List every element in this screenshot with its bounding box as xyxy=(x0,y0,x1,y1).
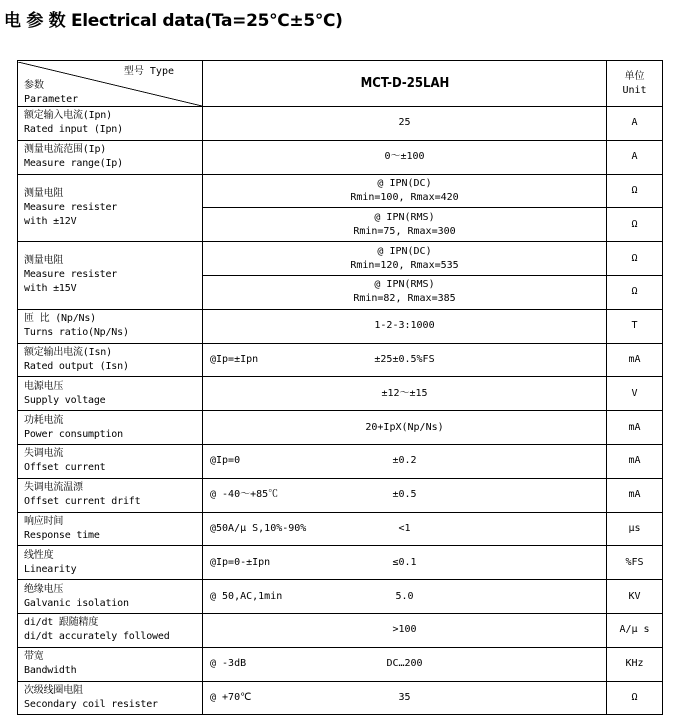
parameter-cn: 次级线圈电阻 xyxy=(24,684,83,696)
value-cell xyxy=(203,174,607,208)
parameter-cn: 失调电流温漂 xyxy=(24,482,83,494)
parameter-en: di/dt accurately followed xyxy=(24,631,170,643)
value-text: <1 xyxy=(398,522,411,534)
value-cell xyxy=(203,275,607,309)
parameter-cn: 测量电阻 xyxy=(24,187,64,199)
section-heading: 电 参 数 Electrical data(Ta=25℃±5℃) xyxy=(4,11,343,31)
parameter-cn: 失调电流 xyxy=(24,448,64,460)
value-cell xyxy=(203,512,607,546)
parameter-cell xyxy=(18,444,203,478)
table-row xyxy=(18,343,663,377)
unit-cell: Ω xyxy=(607,174,663,208)
value-cell xyxy=(203,107,607,141)
parameter-cn: di/dt 跟随精度 xyxy=(24,617,99,629)
parameter-cell xyxy=(18,309,203,343)
value-text: ±12～±15 xyxy=(381,387,428,399)
parameter-cn: 额定输入电流(Ipn) xyxy=(24,110,112,122)
value-text: 20+IpX(Np/Ns) xyxy=(365,421,444,433)
value-text: >100 xyxy=(392,624,417,636)
table-row xyxy=(18,174,663,208)
condition-line: @ IPN(DC) xyxy=(377,245,432,257)
value-cell xyxy=(203,444,607,478)
parameter-en: Offset current xyxy=(24,462,106,474)
value-text: 25 xyxy=(398,117,411,129)
test-condition: @ -40～+85℃ xyxy=(210,489,279,501)
header-row xyxy=(18,61,663,107)
value-cell xyxy=(203,242,607,276)
parameter-cn: 额定输出电流(Isn) xyxy=(24,346,112,358)
unit-cell: A/μ s xyxy=(607,613,663,647)
unit-cell: KHz xyxy=(607,647,663,681)
value-cell xyxy=(203,309,607,343)
value-cell xyxy=(203,681,607,715)
parameter-cell xyxy=(18,546,203,580)
value-text: ±25±0.5%FS xyxy=(374,353,435,365)
value-cell xyxy=(203,478,607,512)
parameter-cn: 响应时间 xyxy=(24,515,64,527)
resistance-line: Rmin=120, Rmax=535 xyxy=(350,259,459,271)
unit-cell: Ω xyxy=(607,681,663,715)
value-cell xyxy=(203,343,607,377)
table-row xyxy=(18,411,663,445)
unit-cell: Ω xyxy=(607,275,663,309)
unit-cell: mA xyxy=(607,343,663,377)
value-cell xyxy=(203,647,607,681)
parameter-cn: 带宽 xyxy=(24,651,44,663)
electrical-data-table xyxy=(17,60,663,715)
unit-cell: mA xyxy=(607,478,663,512)
value-text: 5.0 xyxy=(395,590,414,602)
condition-line: @ IPN(RMS) xyxy=(374,211,435,223)
table-row xyxy=(18,309,663,343)
value-text: ±0.5 xyxy=(392,489,417,501)
parameter-en: Linearity xyxy=(24,563,77,575)
parameter-cn: 匝 比 (Np/Ns) xyxy=(24,313,96,325)
parameter-cell xyxy=(18,613,203,647)
parameter-en: Rated input (Ipn) xyxy=(24,124,123,136)
test-condition: @Ip=±Ipn xyxy=(210,353,259,365)
value-text: 1-2-3:1000 xyxy=(374,320,435,332)
parameter-en-label: Parameter xyxy=(24,93,79,105)
table-row xyxy=(18,140,663,174)
parameter-en: Supply voltage xyxy=(24,394,106,406)
unit-cell: A xyxy=(607,140,663,174)
test-condition: @Ip=0 xyxy=(210,455,241,467)
parameter-cn-label: 参数 xyxy=(24,79,44,91)
table-row xyxy=(18,242,663,276)
parameter-cell xyxy=(18,647,203,681)
parameter-en: Turns ratio(Np/Ns) xyxy=(24,327,129,339)
table-row xyxy=(18,478,663,512)
condition-line: @ IPN(DC) xyxy=(377,177,432,189)
unit-cell: mA xyxy=(607,411,663,445)
parameter-cell xyxy=(18,478,203,512)
parameter-cell xyxy=(18,580,203,614)
table-row xyxy=(18,580,663,614)
test-condition: @ +70℃ xyxy=(210,691,252,703)
parameter-en: Galvanic isolation xyxy=(24,597,129,609)
parameter-cn: 绝缘电压 xyxy=(24,583,64,595)
table-row xyxy=(18,546,663,580)
value-cell xyxy=(203,140,607,174)
value-cell xyxy=(203,411,607,445)
unit-cell: V xyxy=(607,377,663,411)
table-row xyxy=(18,377,663,411)
test-condition: @ 50,AC,1min xyxy=(210,590,283,602)
value-text: 35 xyxy=(398,691,411,703)
parameter-en: Measure resister xyxy=(24,201,118,213)
model-name: MCT-D-25LAH xyxy=(223,61,587,107)
value-text: DC…200 xyxy=(386,658,423,670)
unit-cell: A xyxy=(607,107,663,141)
parameter-cell xyxy=(18,411,203,445)
value-cell xyxy=(203,580,607,614)
parameter-cell xyxy=(18,343,203,377)
parameter-en-2: with ±12V xyxy=(24,215,77,227)
unit-cell: mA xyxy=(607,444,663,478)
parameter-en: Response time xyxy=(24,529,100,541)
parameter-cell xyxy=(18,377,203,411)
table-row xyxy=(18,681,663,715)
parameter-cn: 测量电阻 xyxy=(24,255,64,267)
value-text: ±0.2 xyxy=(392,455,417,467)
resistance-line: Rmin=100, Rmax=420 xyxy=(350,191,459,203)
header-parameter-cell xyxy=(18,61,203,107)
parameter-cell xyxy=(18,681,203,715)
condition-line: @ IPN(RMS) xyxy=(374,279,435,291)
table-row xyxy=(18,512,663,546)
table-row xyxy=(18,613,663,647)
test-condition: @50A/μ S,10%-90% xyxy=(210,522,307,534)
unit-cell: Ω xyxy=(607,242,663,276)
parameter-cell xyxy=(18,107,203,141)
parameter-cell xyxy=(18,242,203,310)
unit-cell: Ω xyxy=(607,208,663,242)
parameter-cell xyxy=(18,512,203,546)
value-cell xyxy=(203,208,607,242)
parameter-en: Measure range(Ip) xyxy=(24,158,123,170)
unit-cn-label: 单位 xyxy=(624,70,645,82)
unit-en-label: Unit xyxy=(622,84,647,96)
type-label: 型号 Type xyxy=(123,65,174,77)
unit-cell: KV xyxy=(607,580,663,614)
parameter-en: Measure resister xyxy=(24,269,118,281)
resistance-line: Rmin=75, Rmax=300 xyxy=(353,225,456,237)
parameter-cell xyxy=(18,174,203,242)
table-row xyxy=(18,647,663,681)
value-cell xyxy=(203,613,607,647)
value-cell xyxy=(203,546,607,580)
unit-header xyxy=(607,61,663,107)
parameter-en: Offset current drift xyxy=(24,496,141,508)
unit-cell: T xyxy=(607,309,663,343)
test-condition: @ -3dB xyxy=(210,658,247,670)
test-condition: @Ip=0-±Ipn xyxy=(210,556,271,568)
value-text: 0～±100 xyxy=(384,151,425,163)
parameter-en: Power consumption xyxy=(24,428,123,440)
table-row xyxy=(18,444,663,478)
parameter-en-2: with ±15V xyxy=(24,283,77,295)
value-text: ≤0.1 xyxy=(392,556,417,568)
parameter-en: Rated output (Isn) xyxy=(24,360,129,372)
table-row xyxy=(18,107,663,141)
parameter-cn: 线性度 xyxy=(24,549,54,561)
value-cell xyxy=(203,377,607,411)
parameter-cn: 功耗电流 xyxy=(24,414,64,426)
parameter-en: Bandwidth xyxy=(24,665,77,677)
parameter-cell xyxy=(18,140,203,174)
unit-cell: %FS xyxy=(607,546,663,580)
parameter-cn: 测量电流范围(Ip) xyxy=(24,144,107,156)
parameter-en: Secondary coil resister xyxy=(24,698,158,710)
resistance-line: Rmin=82, Rmax=385 xyxy=(353,293,456,305)
parameter-cn: 电源电压 xyxy=(24,380,64,392)
unit-cell: μs xyxy=(607,512,663,546)
